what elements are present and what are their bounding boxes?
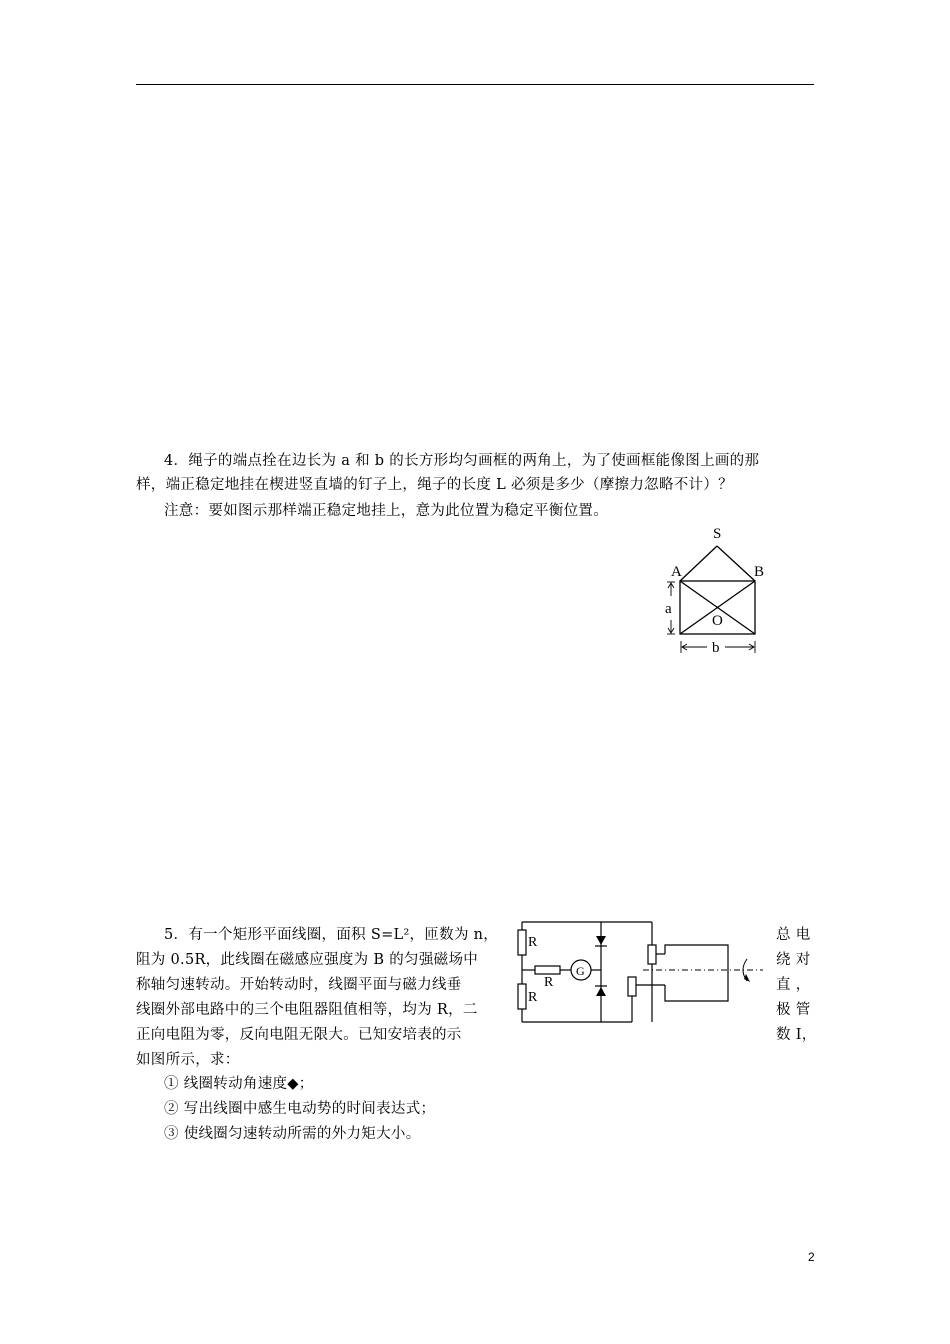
resistor-top <box>518 930 526 955</box>
q5-item-1: ① 线圈转动角速度◆； <box>164 1076 314 1092</box>
page-number: 2 <box>808 1250 815 1264</box>
resistor-middle <box>535 966 560 974</box>
q5-text-line-3: 称轴匀速转动。开始转动时，线圈平面与磁力线垂 <box>136 977 462 993</box>
brush-bottom <box>628 977 636 996</box>
label-g: G <box>576 964 585 978</box>
q5-text-line-2: 阻为 0.5R，此线圈在磁感应强度为 B 的匀强磁场中 <box>136 952 479 968</box>
label-corner-a: A <box>671 564 682 580</box>
q5-right-text-2: 绕 对 <box>776 952 811 968</box>
label-r-middle: R <box>544 975 554 990</box>
q5-right-text-1: 总 电 <box>776 927 811 943</box>
q4-text-line-1: 4．绳子的端点拴在边长为 a 和 b 的长方形均匀画框的两角上，为了使画框能像图上画的那 <box>164 453 760 469</box>
q5-right-text-5: 数 I， <box>776 1027 817 1043</box>
label-o: O <box>712 613 723 629</box>
rotation-arrow-icon <box>743 959 750 982</box>
label-r-bottom: R <box>528 990 538 1005</box>
header-rule <box>136 84 814 85</box>
q5-text-line-4: 线圈外部电路中的三个电阻器阻值相等，均为 R，二 <box>136 1002 478 1018</box>
label-a: a <box>665 601 672 617</box>
label-r-top: R <box>528 935 538 950</box>
rope-right <box>717 546 755 581</box>
q5-item-3: ③ 使线圈匀速转动所需的外力矩大小。 <box>164 1126 421 1142</box>
diode-top <box>595 936 607 946</box>
rope-left <box>680 546 717 581</box>
label-b: b <box>712 640 720 656</box>
q4-figure <box>655 518 775 660</box>
brush-top <box>648 945 656 964</box>
label-corner-b: B <box>754 564 765 580</box>
q4-note: 注意：要如图示那样端正稳定地挂上，意为此位置为稳定平衡位置。 <box>164 503 608 519</box>
q4-text-line-2: 样，端正稳定地挂在楔进竖直墙的钉子上，绳子的长度 L 必须是多少（摩擦力忽略不计）？ <box>136 477 733 493</box>
q5-item-2: ② 写出线圈中感生电动势的时间表达式； <box>164 1101 436 1117</box>
q5-text-line-5: 正向电阻为零，反向电阻无限大。已知安培表的示 <box>136 1027 462 1043</box>
q5-text-line-1: 5．有一个矩形平面线圈，面积 S=L²，匝数为 n， <box>164 927 499 943</box>
diode-bottom <box>595 986 607 996</box>
q5-text-line-6: 如图所示，求： <box>136 1052 240 1068</box>
q5-circuit-figure <box>515 915 770 1030</box>
q5-right-text-3: 直 ， <box>776 977 811 993</box>
q5-right-text-4: 极 管 <box>776 1002 811 1018</box>
coil-drum <box>665 945 728 1001</box>
label-s: S <box>713 526 722 542</box>
resistor-bottom <box>518 984 526 1009</box>
